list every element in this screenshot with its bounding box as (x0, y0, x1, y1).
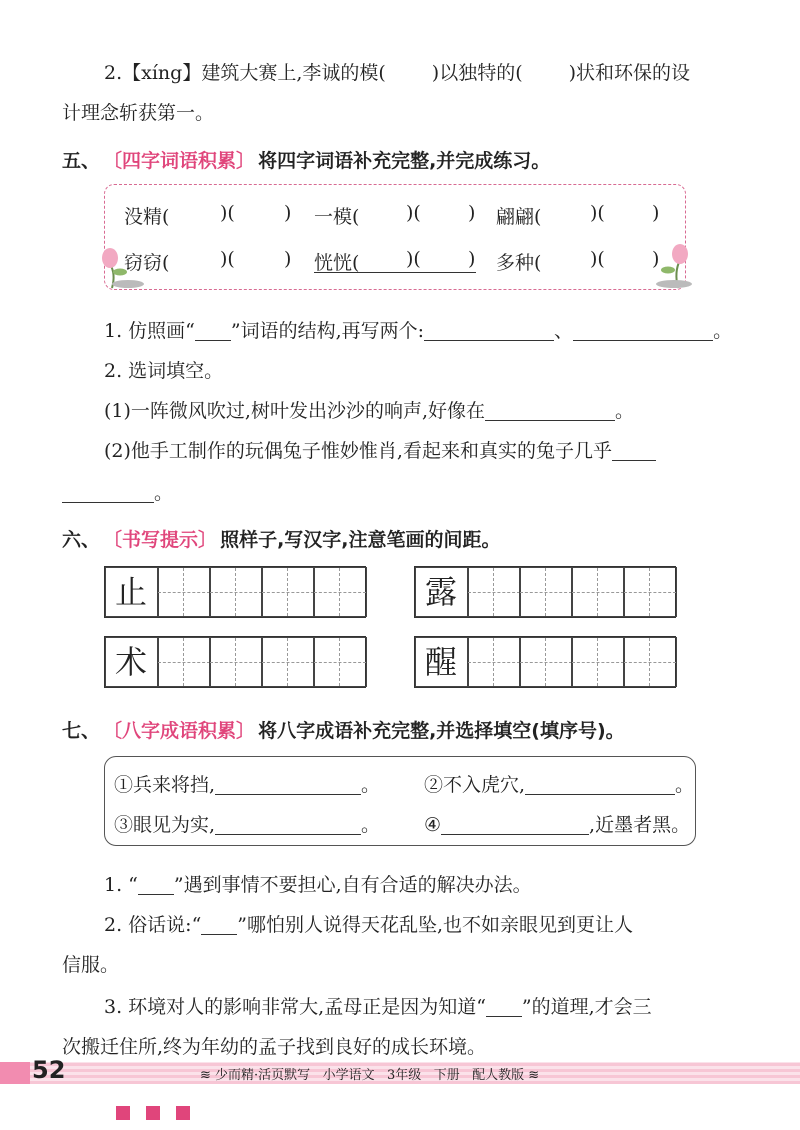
section7-item2: ②不入虎穴, 。 (424, 774, 695, 796)
section7-q3-cont: 次搬迁住所,终为年幼的孟子找到良好的成长环境。 (62, 1036, 487, 1058)
section7-item4: ④ ,近墨者黑。 (424, 814, 691, 836)
practice-cell[interactable] (519, 567, 573, 617)
sample-char: 露 (424, 573, 457, 611)
section5-q2: 2. 选词填空。 (104, 360, 224, 382)
practice-cell[interactable] (519, 637, 573, 687)
section6-title: 六、〔 书写提示 〕 照样子,写汉字,注意笔画的间距。 (62, 525, 501, 552)
practice-cell[interactable] (623, 567, 677, 617)
section5-word-box (104, 184, 686, 290)
sample-char: 醒 (424, 643, 457, 681)
section7-item3: ③眼见为实, 。 (114, 814, 381, 836)
section7-q1: 1. “ ”遇到事情不要担心,自有合适的解决办法。 (104, 874, 532, 896)
practice-cell[interactable] (209, 637, 263, 687)
writing-grid (414, 566, 676, 618)
practice-cell[interactable] (623, 637, 677, 687)
writing-grid (104, 566, 366, 618)
footer-text: ≋ 少而精·活页默写 小学语文 3年级 下册 配人教版 ≋ (200, 1068, 540, 1083)
footer-square-3 (176, 1106, 190, 1120)
practice-cell[interactable] (157, 567, 211, 617)
practice-cell[interactable] (571, 637, 625, 687)
practice-cell[interactable] (313, 637, 367, 687)
practice-cell[interactable] (313, 567, 367, 617)
practice-cell[interactable] (209, 567, 263, 617)
section5-tag: 〔 四字词语积累 〕 (103, 146, 255, 173)
practice-cell[interactable] (157, 637, 211, 687)
section5-q2-2-cont: 。 (62, 478, 173, 505)
section7-tag: 〔 八字成语积累 〕 (103, 716, 255, 743)
section6-tag: 〔 书写提示 〕 (103, 525, 217, 552)
writing-grid (104, 636, 366, 688)
section7-item1: ①兵来将挡, 。 (114, 774, 381, 796)
section5-q2-2: (2)他手工制作的玩偶兔子惟妙惟肖,看起来和真实的兔子几乎 (104, 436, 656, 463)
s4-line2: 计理念斩获第一。 (62, 102, 215, 124)
section7-q2-cont: 信服。 (62, 954, 120, 976)
section5-title: 五、〔 四字词语积累 〕 将四字词语补充完整,并完成练习。 (62, 146, 550, 173)
sample-char: 止 (114, 573, 147, 611)
footer-square-2 (146, 1106, 160, 1120)
practice-cell[interactable] (571, 567, 625, 617)
section7-q2: 2. 俗话说:“ ”哪怕别人说得天花乱坠,也不如亲眼见到更让人 (104, 914, 634, 936)
practice-cell[interactable] (261, 637, 315, 687)
section7-q3: 3. 环境对人的影响非常大,孟母正是因为知道“ ”的道理,才会三 (104, 996, 652, 1018)
section5-q1: 1. 仿照画“ ”词语的结构,再写两个: 、 。 (104, 320, 733, 342)
sample-char: 术 (114, 643, 147, 681)
page-number: 52 (32, 1056, 66, 1084)
section5-q2-1: (1)一阵微风吹过,树叶发出沙沙的响声,好像在 。 (104, 400, 635, 422)
s4-line1: 2.【xíng】建筑大赛上,李诚的模( )以独特的( )状和环保的设 (104, 62, 691, 84)
footer-accent (0, 1062, 30, 1084)
practice-cell[interactable] (467, 567, 521, 617)
practice-cell[interactable] (467, 637, 521, 687)
writing-grid (414, 636, 676, 688)
footer-square-1 (116, 1106, 130, 1120)
section7-title: 七、〔 八字成语积累 〕 将八字成语补充完整,并选择填空(填序号)。 (62, 716, 625, 743)
practice-cell[interactable] (261, 567, 315, 617)
